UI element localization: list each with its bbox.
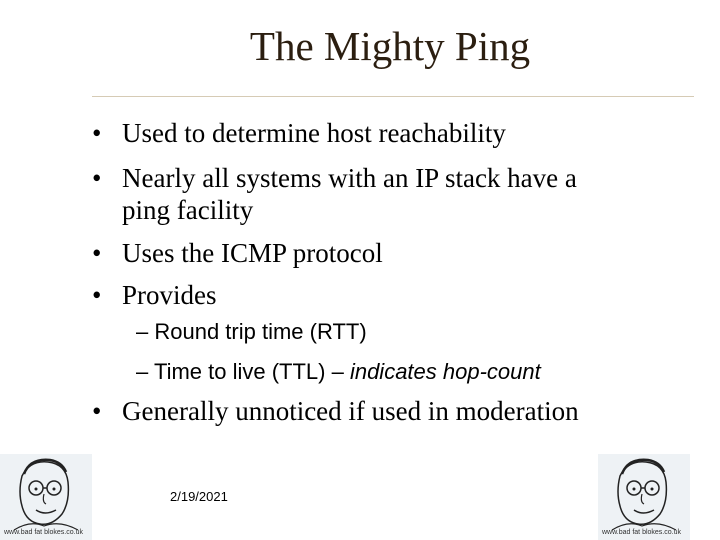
caricature-logo-icon [598, 454, 690, 540]
bullet-text: Used to determine host reachability [122, 118, 506, 148]
sub-bullet-item [136, 359, 541, 385]
bullet-marker: • [92, 396, 102, 426]
bullet-text: Uses the ICMP protocol [122, 238, 383, 268]
sub-bullet-text: – Round trip time (RTT) [136, 319, 367, 344]
bullet-text: Provides [122, 280, 217, 310]
logo-right [598, 454, 690, 540]
slide-title: The Mighty Ping [249, 23, 531, 69]
bullet-text: Nearly all systems with an IP stack have a [122, 163, 577, 193]
bullet-marker: • [92, 163, 102, 193]
bullet-text-continued: ping facility [122, 195, 254, 225]
sub-bullet-item [136, 319, 367, 345]
logo-left [0, 454, 92, 540]
bullet-marker: • [92, 238, 102, 268]
sub-bullet-emphasis: indicates hop-count [349, 359, 541, 384]
logo-caption: www.bad fat blokes.co.uk [602, 529, 681, 536]
caricature-logo-icon [0, 454, 92, 540]
bullet-marker: • [92, 280, 102, 310]
logo-caption: www.bad fat blokes.co.uk [4, 529, 83, 536]
sub-bullet-text: – Time to live (TTL) – [136, 359, 350, 384]
slide-date: 2/19/2021 [170, 489, 228, 504]
bullet-text: Generally unnoticed if used in moderation [122, 396, 579, 426]
bullet-marker: • [92, 118, 102, 148]
